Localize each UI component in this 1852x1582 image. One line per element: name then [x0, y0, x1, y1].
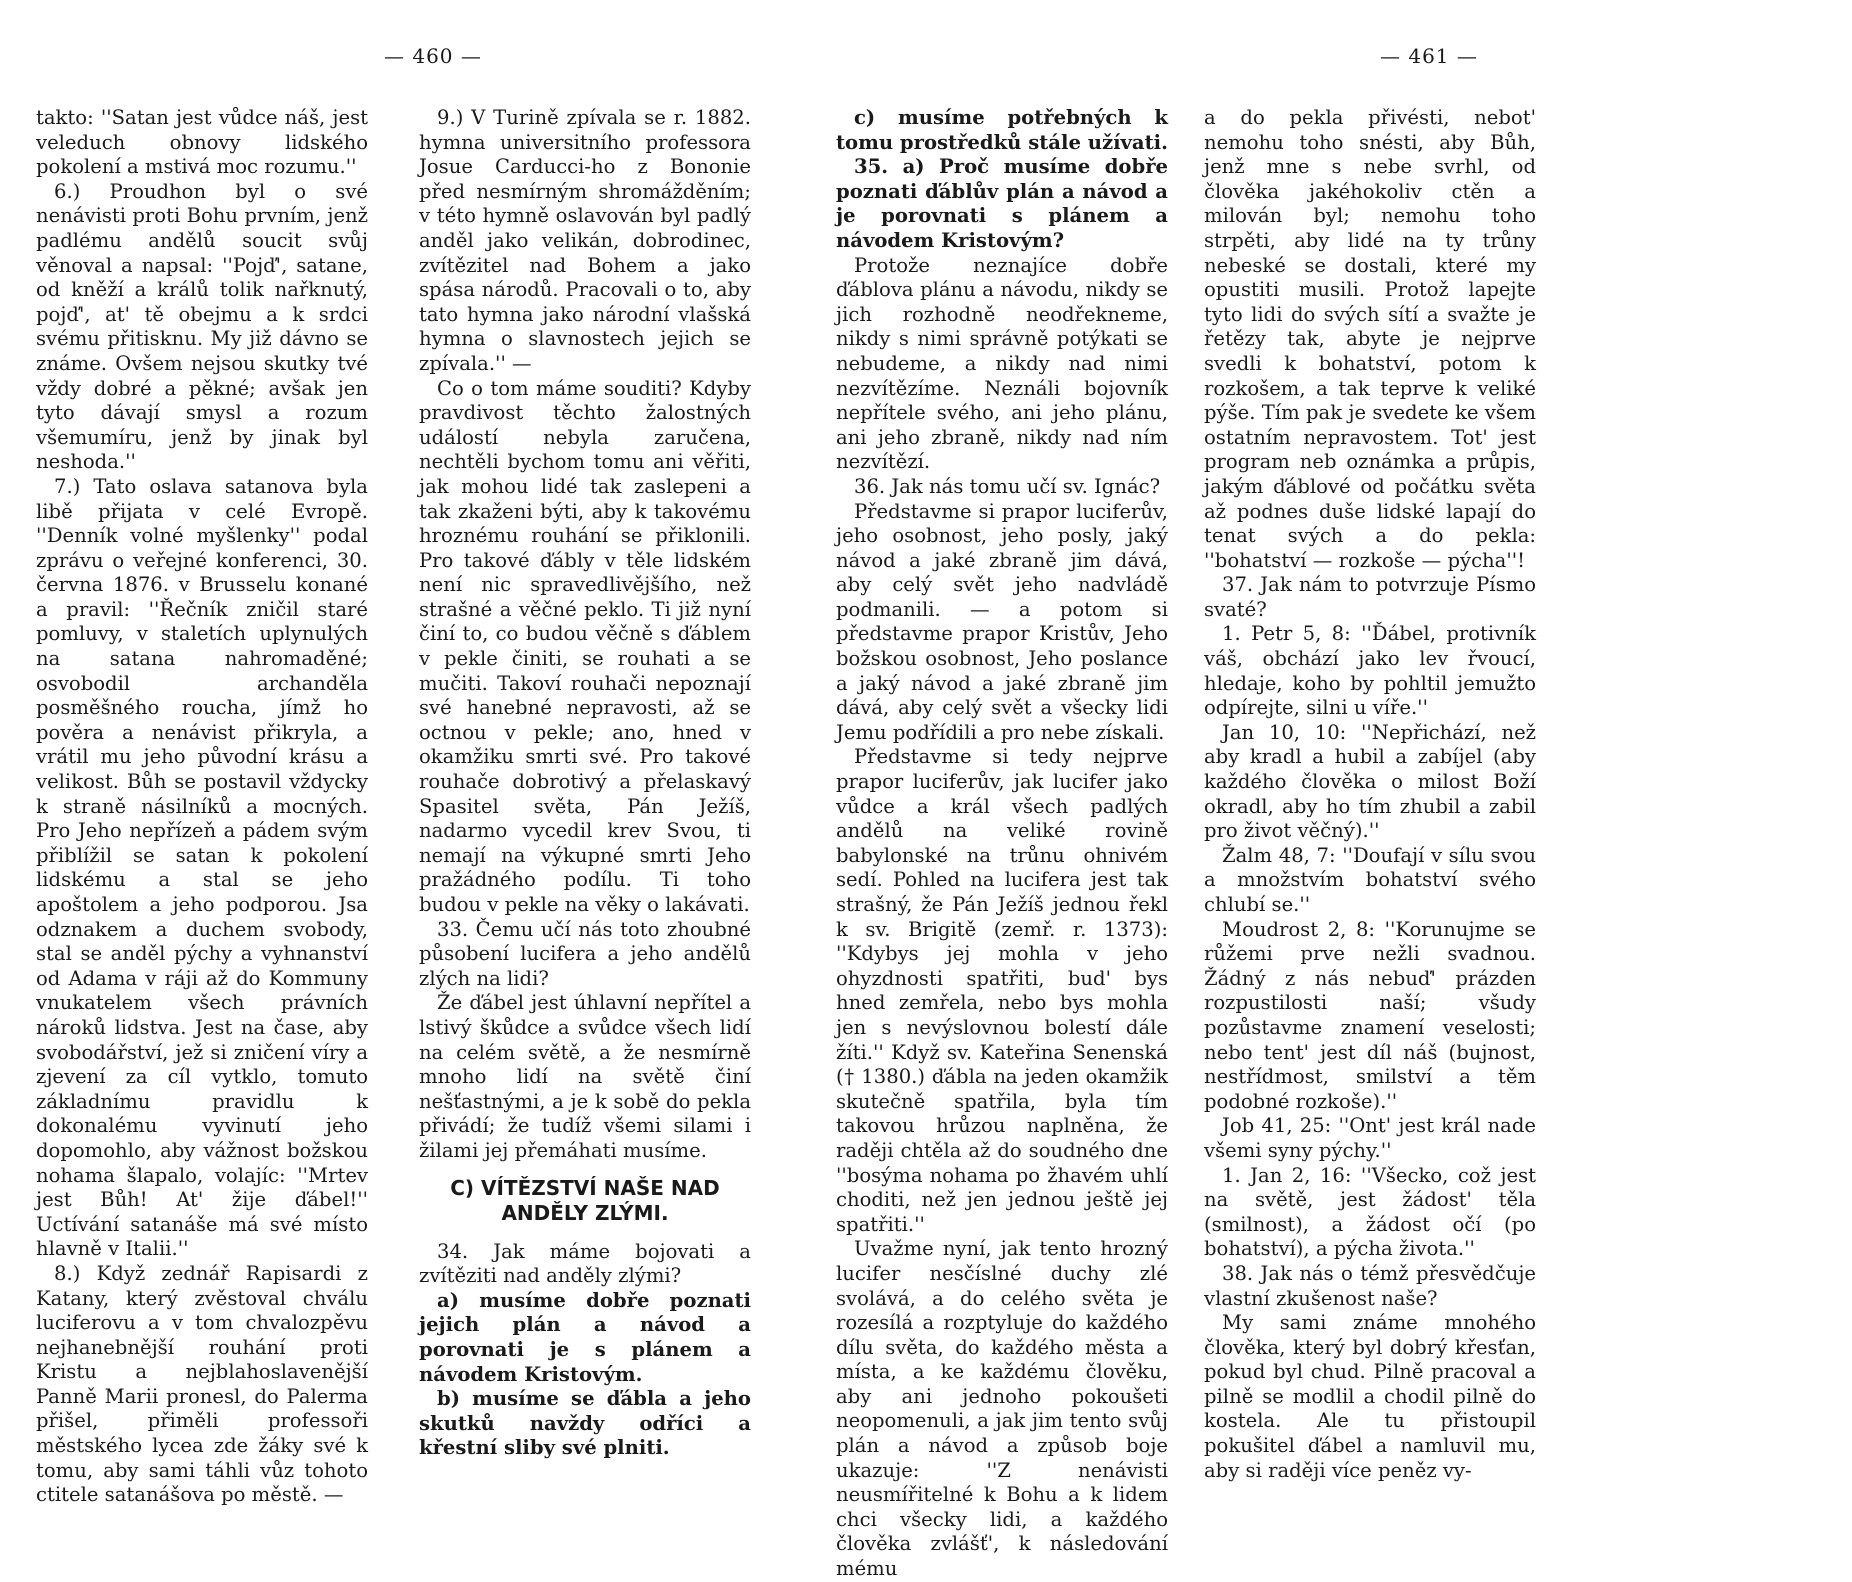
- left-page-column-1: [36, 106, 368, 1508]
- paragraph: 34. Jak máme bojovati a zvítěziti nad anděly zlými?: [419, 1239, 751, 1288]
- paragraph: Představme si tedy nejprve prapor luciferův, jak lucifer jako vůdce a král všech padlých andělů na veliké rovině babylonské na trůnu ohnivém sedí. Pohled na lucifera jest tak strašný, že Pán Ježíš jednou řekl k sv. Brigitě (zemř. r. 1373): ''Kdybys jej mohla v jeho ohyzdnosti spatřiti, bud' bys hned zemřela, nebo bys mohla jen s nevýslovnou bolestí dále žíti.'' Když sv. Kateřina Senenská († 1380.) ďábla na jeden okamžik skutečně spatřila, byla tím takovou hrůzou naplněna, že raději chtěla až do soudného dne ''bosýma nohama po žhavém uhlí choditi, než jen jednou ještě jej spatřiti.'': [836, 745, 1168, 1236]
- paragraph: Co o tom máme souditi? Kdyby pravdivost těchto žalostných událostí nebyla zaručena, nechtěli bychom tomu ani věřiti, jak mohou lidé tak zaslepeni a tak zkaženi býti, aby k takovému hroznému rouhání se přiklonili. Pro takové ďábly v těle lidském není nic spravedlivějšího, než strašné a věčné peklo. Ti již nyní činí to, co budou věčně s ďáblem v pekle činiti, se rouhati a se mučiti. Takoví rouhači nepoznají své hanebné nepravosti, až se octnou v pekle; ano, hned v okamžiku smrti své. Pro takové rouhače dobrotivý a přelaskavý Spasitel světa, Pán Ježíš, nadarmo vycedil krev Svou, ti nemají na výkupné smrti Jeho pražádného podílu. Ti toho budou v pekle na věky o lakávati.: [419, 376, 751, 916]
- paragraph: takto: ''Satan jest vůdce náš, jest veleduch obnovy lidského pokolení a mstivá moc rozumu.'': [36, 106, 368, 179]
- paragraph: 6.) Proudhon byl o své nenávisti proti Bohu prvním, jenž padlému andělů soucit svůj věnoval a napsal: ''Pojď', satane, od kněží a králů tolik nařknutý, pojď', at' tě obejmu a k srdci svému přitisknu. My již dávno se známe. Ovšem nejsou skutky tvé vždy dobré a pěkné; avšak jen tyto dávají smysl a rozum všemumíru, jenž by jinak byl neshoda.'': [36, 179, 368, 474]
- question-paragraph: 35. a) Proč musíme dobře poznati ďáblův plán a návod a je porovnati s plánem a návodem Kristovým?: [836, 155, 1168, 252]
- paragraph: 9.) V Turině zpívala se r. 1882. hymna universitního professora Josue Carducci-ho z Bononie před nesmírným shromážděním; v této hymně oslavován byl padlý anděl jako velikán, dobrodinec, zvítězitel nad Bohem a jako spása národů. Pracovali o to, aby tato hymna jako národní vlašská hymna o slavnostech jejich se zpívala.'' —: [419, 106, 751, 375]
- paragraph: Protože neznajíce dobře ďáblova plánu a návodu, nikdy se jich rozhodně neodřekneme, nikdy s nimi správně potýkati se nebudeme, a nikdy nad nimi nezvítězíme. Neználi bojovník nepřítele svého, ani jeho plánu, ani jeho zbraně, nikdy nad ním nezvítězí.: [836, 253, 1168, 474]
- paragraph: 38. Jak nás o témž přesvědčuje vlastní zkušenost naše?: [1204, 1261, 1536, 1310]
- question-paragraph: c) musíme potřebných k tomu prostředků stále užívati.: [836, 106, 1168, 154]
- right-page-column-2: [1204, 106, 1536, 1483]
- paragraph: Job 41, 25: ''Ont' jest král nade všemi syny pýchy.'': [1204, 1114, 1536, 1162]
- paragraph: 36. Jak nás tomu učí sv. Ignác?: [854, 474, 1161, 498]
- right-page-column-1: [836, 106, 1168, 1582]
- paragraph: Představme si prapor luciferův, jeho osobnost, jeho posly, jaký návod a jaké zbraně jim dává, aby celý svět jeho nadvládě podmanili. — a potom si představme prapor Kristův, Jeho božskou osobnost, Jeho poslance a jaký návod a jaké zbraně jim dává, aby celý svět a všecky lidi Jemu podřídili a pro nebe získali.: [836, 499, 1168, 744]
- page-number-460: — 460 —: [384, 44, 482, 68]
- paragraph: My sami známe mnohého člověka, který byl dobrý křesťan, pokud byl chud. Pilně pracoval a pilně se modlil a chodil pilně do kostela. Ale tu přistoupil pokušitel ďábel a namluvil mu, aby si raději více peněz vy-: [1204, 1311, 1536, 1482]
- question-paragraph: a) musíme dobře poznati jejich plán a návod a porovnati je s plánem a návodem Kristovým.: [419, 1288, 751, 1386]
- question-paragraph: b) musíme se ďábla a jeho skutků navždy odříci a křestní sliby své plniti.: [419, 1387, 751, 1460]
- page-number-461: — 461 —: [1380, 44, 1478, 68]
- paragraph: 7.) Tato oslava satanova byla libě přijata v celé Evropě. ''Denník volné myšlenky'' podal zprávu o veřejné konferenci, 30. června 1876. v Brusselu konané a pravil: ''Řečník zničil staré pomluvy, v staletích uplynulých na satana nahromaděné; osvobodil archanděla posměšného roucha, jímž ho pověra a nenávist přikryla, a vrátil mu jeho původní krásu a velikost. Bůh se postavil vždycky k straně násilníků a mocných. Pro Jeho nepřízeň a pádem svým přiblížil se satan k pokolení lidskému a stal se jeho apoštolem a jeho podporou. Jsa odznakem a duchem svobody, stal se anděl pýchy a vyhnanství od Adama v ráji až do Kommuny vnukatelem všech právních nároků lidstva. Jest na čase, aby svobodářství, jež si zničení víry a zjevení za cíl vytklo, tomuto základnímu pravidlu k dokonalému vyvinutí jeho dopomohlo, aby vážnost božskou nohama šlapalo, volajíc: ''Mrtev jest Bůh! At' žije ďábel!'' Uctívání satanáše má své místo hlavně v Italii.'': [36, 474, 368, 1261]
- paragraph: a do pekla přivésti, nebot' nemohu toho snésti, aby Bůh, jenž mne s nebe svrhl, od člověka jakéhokoliv ctěn a milován byl; nemohu toho strpěti, aby lidé na ty trůny nebeské se dostali, které my opustiti musili. Protož lapejte tyto lidi do svých sítí a svažte je řetězy tak, abyte je nejprve svedli k bohatství, potom k rozkošem, a tak teprve k veliké pýše. Tím pak je svedete ke všem ostatním nepravostem. Tot' jest program neb oznámka a průpis, jakým ďáblové od počátku světa až podnes duše lidské lapají do tenat svých a do pekla: ''bohatství — rozkoše — pýcha''!: [1204, 106, 1536, 572]
- paragraph: 33. Čemu učí nás toto zhoubné působení lucifera a jeho andělů zlých na lidi?: [419, 917, 751, 990]
- paragraph: 8.) Když zednář Rapisardi z Katany, který zvěstoval chválu luciferovu a v tom chvalozpěvu nejhanebnější rouhání proti Kristu a nejblahoslavenější Panně Marii pronesl, do Palerma přišel, přiměli professoři městského lycea zde žáky své k tomu, aby sami táhli vůz tohoto ctitele satanášova po městě. —: [36, 1261, 368, 1507]
- section-heading: C) VÍTĚZSTVÍ NAŠE NAD ANDĚLY ZLÝMI.: [450, 1175, 720, 1225]
- left-page-column-2: [419, 106, 751, 1461]
- paragraph: Moudrost 2, 8: ''Korunujme se růžemi prve nežli svadnou. Žádný z nás nebuď' prázden rozpustilosti naší; všudy pozůstavme znamení veselosti; nebo tent' jest díl náš (bujnost, nestřídmost, smilství a těm podobné rozkoše).'': [1204, 917, 1536, 1113]
- paragraph: 1. Petr 5, 8: ''Ďábel, protivník váš, obchází jako lev řvoucí, hledaje, koho by pohltil jemužto odpírejte, silni u víře.'': [1204, 622, 1536, 720]
- paragraph: Jan 10, 10: ''Nepřichází, než aby kradl a hubil a zabíjel (aby každého člověka o milost Boží okradl, aby ho tím zhubil a zabil pro život věčný).'': [1204, 720, 1536, 843]
- paragraph: Že ďábel jest úhlavní nepřítel a lstivý škůdce a svůdce všech lidí na celém světě, a že nesmírně mnoho lidí na světě činí nešťastnými, a je k sobě do pekla přivádí; že tudíž všemi silami i žilami jej přemáhati musíme.: [419, 991, 751, 1162]
- paragraph: 37. Jak nám to potvrzuje Písmo svaté?: [1204, 573, 1536, 621]
- paragraph: 1. Jan 2, 16: ''Všecko, což jest na světě, jest žádost' těla (smilnost), a žádost očí (po bohatství), a pýcha života.'': [1204, 1163, 1536, 1261]
- paragraph: Žalm 48, 7: ''Doufají v sílu svou a množstvím bohatství svého chlubí se.'': [1204, 843, 1536, 916]
- paragraph: Uvažme nyní, jak tento hrozný lucifer nesčíslné duchy zlé svolává, a do celého světa je rozesílá a rozptyluje do každého dílu světa, do každého města a místa, a ke každému člověku, aby ani jednoho pokoušeti neopomenuli, a jak jim tento svůj plán a návod a způsob boje ukazuje: ''Z nenávisti neusmířitelné k Bohu a k lidem chci všecky lidi, a každého člověka zvlášť', k následování mému: [836, 1237, 1168, 1581]
